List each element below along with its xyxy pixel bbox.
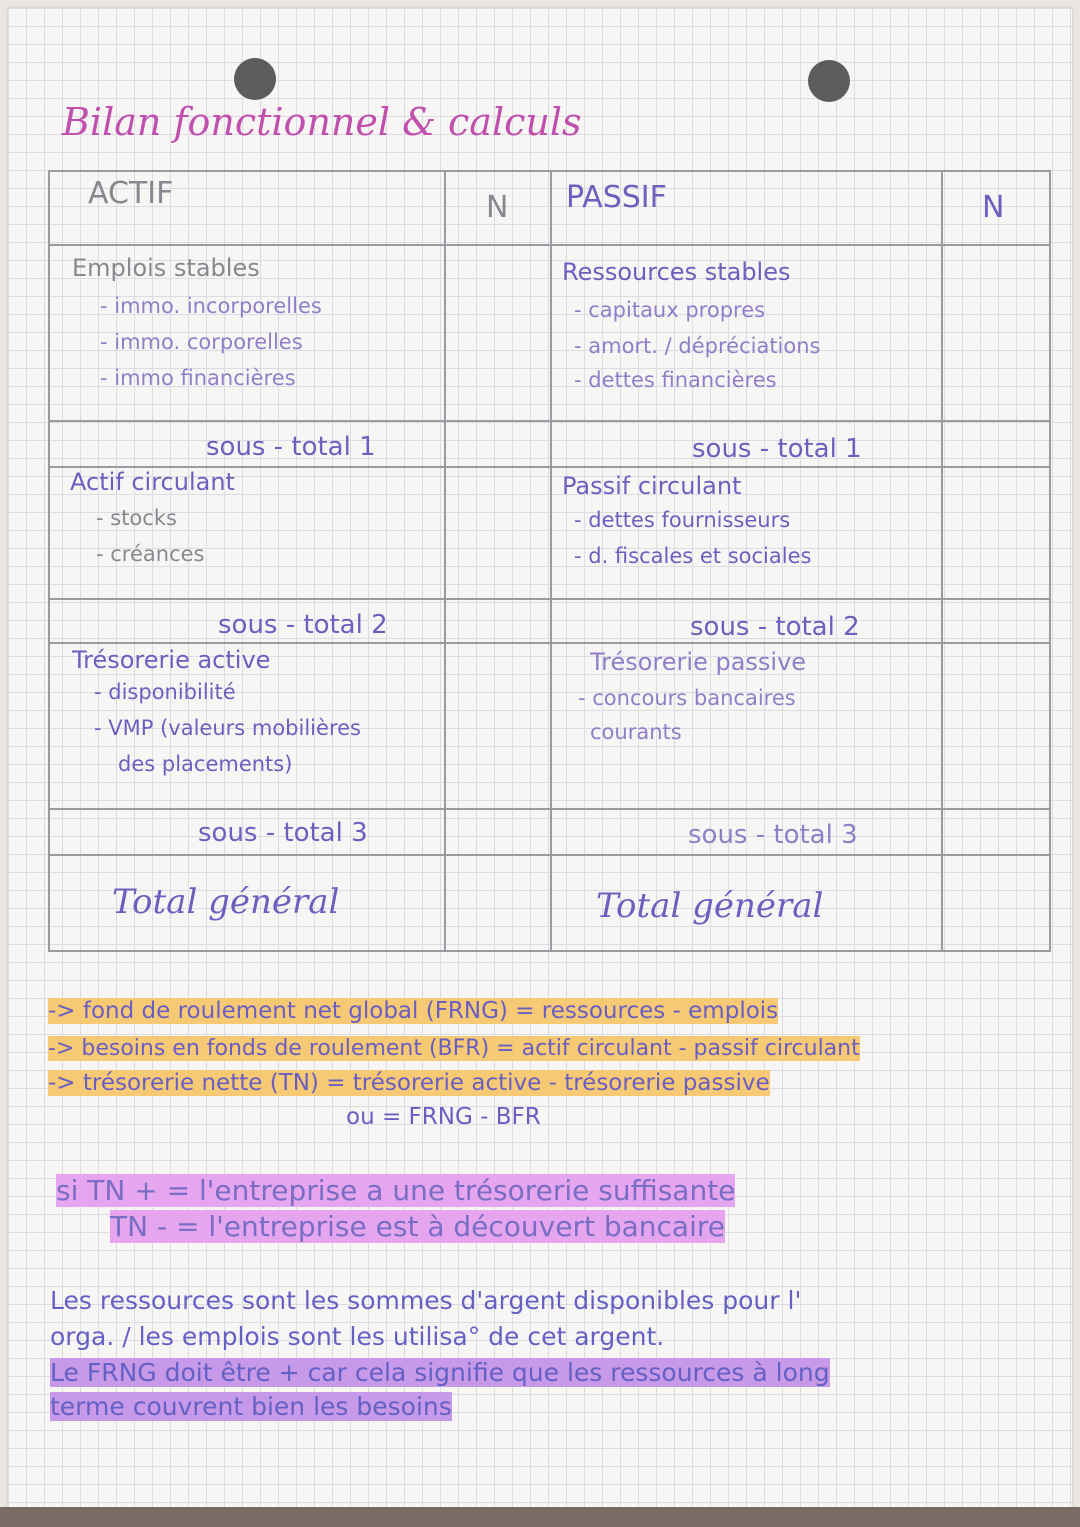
actif-sous-total-2: sous - total 2 [218,610,388,640]
note-frng-text: Le FRNG doit être + car cela signifie que les ressources à long [50,1358,830,1387]
actif-sous-total-1: sous - total 1 [206,432,376,462]
ressources-item: - amort. / dépréciations [574,334,821,358]
tresorerie-passive-title: Trésorerie passive [590,648,807,676]
tresorerie-active-item: - VMP (valeurs mobilières [94,716,361,740]
emplois-stables-title: Emplois stables [72,254,260,282]
passif-circulant-item: - dettes fournisseurs [574,508,791,532]
table-border-right [1049,170,1051,952]
tn-positive-text: si TN + = l'entreprise a une trésorerie suffisante [56,1174,736,1207]
formula-frng-text: -> fond de roulement net global (FRNG) = ressources - emplois [48,998,779,1024]
note-line-highlighted [50,1392,452,1421]
formula-tn [48,1070,770,1096]
page-title: Bilan fonctionnel & calculs [62,100,582,144]
emplois-item: - immo. corporelles [100,330,303,354]
tresorerie-active-item: des placements) [118,752,293,776]
passif-sous-total-2: sous - total 2 [690,612,860,642]
table-border-left [48,170,50,952]
formula-tn-text: -> trésorerie nette (TN) = trésorerie active - trésorerie passive [48,1070,770,1096]
actif-circulant-title: Actif circulant [70,468,235,496]
formula-bfr-text: -> besoins en fonds de roulement (BFR) = actif circulant - passif circulant [48,1036,860,1061]
actif-circulant-item: - créances [96,542,205,566]
binder-hole-right [808,60,850,102]
actif-header: ACTIF [88,176,174,211]
ressources-item: - capitaux propres [574,298,766,322]
tn-negative-text: TN - = l'entreprise est à découvert bancaire [110,1210,725,1243]
page-bottom-edge [0,1507,1080,1527]
passif-circulant-item: - d. fiscales et sociales [574,544,812,568]
tresorerie-passive-item: courants [590,720,682,744]
note-line: orga. / les emplois sont les utilisa° de cet argent. [50,1322,665,1351]
actif-sous-total-3: sous - total 3 [198,818,368,848]
table-col-line [550,170,552,952]
binder-hole-left [234,58,276,100]
table-col-line [444,170,446,952]
emplois-item: - immo financières [100,366,296,390]
actif-total-general: Total général [112,882,340,922]
actif-n-header: N [486,190,509,225]
tresorerie-active-title: Trésorerie active [72,646,271,674]
passif-sous-total-3: sous - total 3 [688,820,858,850]
note-line-highlighted [50,1358,830,1387]
actif-circulant-item: - stocks [96,506,177,530]
passif-n-header: N [982,190,1005,225]
formula-frng [48,998,778,1024]
passif-header: PASSIF [566,180,667,215]
passif-total-general: Total général [596,886,824,926]
ressources-stables-title: Ressources stables [562,258,791,286]
tresorerie-passive-item: - concours bancaires [578,686,796,710]
passif-sous-total-1: sous - total 1 [692,434,862,464]
note-besoins-text: terme couvrent bien les besoins [50,1392,452,1421]
ressources-item: - dettes financières [574,368,777,392]
formula-bfr [48,1036,860,1061]
formula-tn-alt: ou = FRNG - BFR [346,1104,541,1130]
table-col-line [941,170,943,952]
emplois-item: - immo. incorporelles [100,294,322,318]
note-line: Les ressources sont les sommes d'argent disponibles pour l' [50,1286,802,1315]
tn-negative-line [110,1210,725,1243]
passif-circulant-title: Passif circulant [562,472,742,500]
tn-positive-line [56,1174,735,1207]
tresorerie-active-item: - disponibilité [94,680,236,704]
